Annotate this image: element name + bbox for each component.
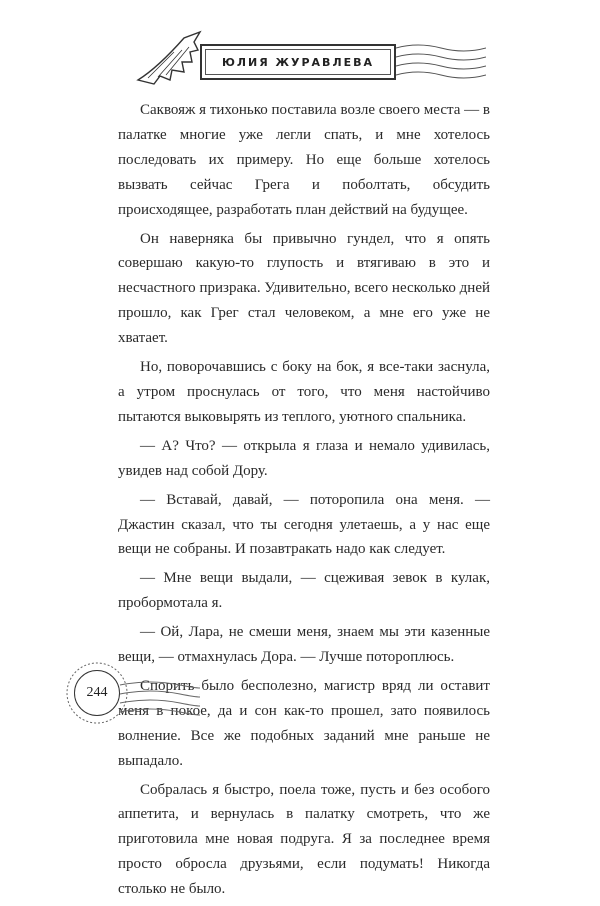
paragraph: — Мне вещи выдали, — сцеживая зевок в кулак, пробормотала я. xyxy=(118,570,490,612)
page-header xyxy=(0,0,600,110)
wing-icon xyxy=(134,30,204,85)
paragraph: Спорить было бесполезно, магистр вряд ли оставит меня в покое, да и сон как-то прошел, зато появилось волнение. Все же подобных заданий мне раньше не выпадало. xyxy=(118,677,490,769)
paragraph: — Ой, Лара, не смеши меня, знаем мы эти казенные вещи, — отмахнулась Дора. — Лучше потороплюсь. xyxy=(118,624,490,666)
paragraph: — Вставай, давай, — поторопила она меня. — Джастин сказал, что ты сегодня улетаешь, а у нас еще вещи не собраны. И позавтракать надо как следует. xyxy=(118,491,490,558)
page-number: 244 xyxy=(74,670,120,716)
paragraph: Собралась я быстро, поела тоже, пусть и без особого аппетита, и вернулась в палатку смотреть, что же приготовила мне новая подруга. Я за последнее время просто обросла друзьями, если подумать! Никогда столько не было. xyxy=(118,781,490,898)
paragraph: Саквояж я тихонько поставила возле своего места — в палатке многие уже легли спать, и мне хотелось последовать их примеру. Но еще больше хотелось вызвать сейчас Грега и поболтать, обсудить происходящее, разработать план действий на будущее. xyxy=(118,102,490,218)
postmark-lines-icon xyxy=(396,40,486,84)
paragraph: Но, поворочавшись с боку на бок, я все-таки заснула, а утром проснулась от того, что меня настойчиво пытаются выковырять из теплого, уютного спальника. xyxy=(118,359,490,425)
body-text xyxy=(118,98,490,906)
paragraph: Он наверняка бы привычно гундел, что я опять совершаю какую-то глупость и втягиваю в это и несчастного призрака. Удивительно, всего несколько дней прошло, как Грег стал человеком, а мне его уже не хватает. xyxy=(118,230,490,347)
author-title: ЮЛИЯ ЖУРАВЛЕВА xyxy=(200,44,396,80)
paragraph: — А? Что? — открыла я глаза и немало удивилась, увидев над собой Дору. xyxy=(118,437,490,479)
